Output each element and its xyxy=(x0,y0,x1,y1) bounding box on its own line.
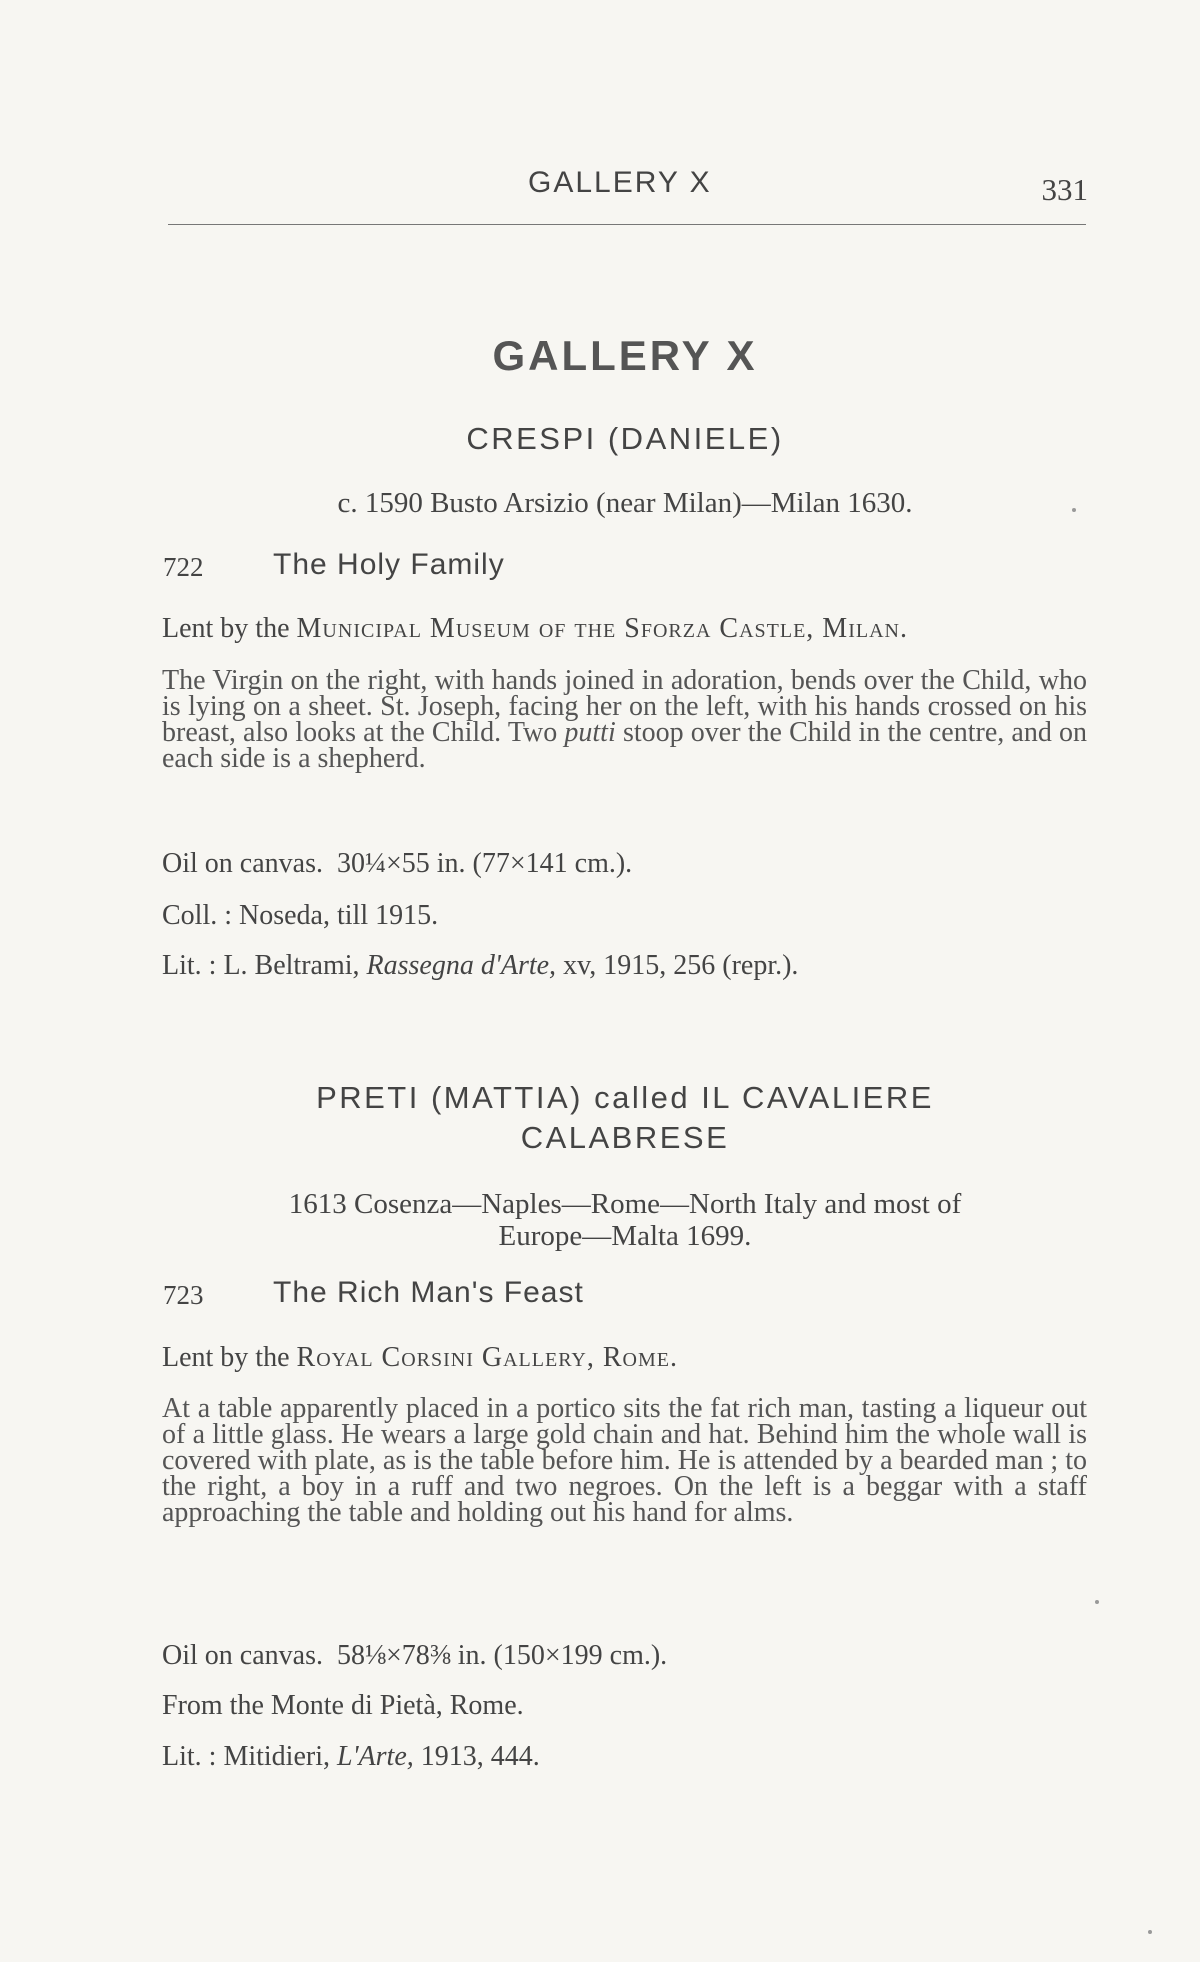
entry-723-medium xyxy=(162,1640,1087,1672)
artist-heading-preti-line2: CALABRESE xyxy=(520,1120,730,1155)
lit-suffix: 1913, 444. xyxy=(420,1741,540,1772)
medium: Oil on canvas. xyxy=(162,848,323,879)
dimensions: 30¼×55 in. (77×141 cm.). xyxy=(336,848,633,879)
artist-dates-crespi: c. 1590 Busto Arsizio (near Milan)—Milan 1630. xyxy=(337,487,913,519)
lit-prefix: Lit. : Mitidieri, xyxy=(162,1741,330,1772)
running-head-title: GALLERY X xyxy=(528,166,712,199)
artist-heading-crespi: CRESPI (DANIELE) xyxy=(466,421,784,456)
lender-name: Municipal Museum of the Sforza Castle, Milan. xyxy=(296,613,908,644)
description-text-cont: stoop over the Child in the centre, and on each side is a shepherd. xyxy=(162,717,1088,774)
dimensions: 58⅛×78⅜ in. (150×199 cm.). xyxy=(336,1640,668,1671)
page-number: 331 xyxy=(1041,172,1088,207)
entry-722-collection: Coll. : Noseda, till 1915. xyxy=(162,900,439,931)
entry-723-provenance: From the Monte di Pietà, Rome. xyxy=(162,1690,524,1721)
lit-prefix: Lit. : L. Beltrami, xyxy=(162,950,360,981)
entry-723-description: At a table apparently placed in a portico sits the fat rich man, tasting a liqueur out of a little glass. He wears a large gold chain and hat. Behind him the whole wall is covered with plate, as is the table before him. He is attended by a bearded man ; to the right, a boy in a ruff and two negroes. On the left is a beggar with a staff approaching the table and holding out his hand for alms. xyxy=(162,1393,1087,1528)
paper-speck xyxy=(1072,508,1076,512)
entry-722-medium xyxy=(162,848,1087,880)
lit-italic: L'Arte, xyxy=(337,1741,414,1772)
entry-723-literature xyxy=(162,1741,1087,1773)
entry-title: The Holy Family xyxy=(273,548,505,581)
medium: Oil on canvas. xyxy=(162,1640,323,1671)
running-head xyxy=(168,162,1088,212)
paper-speck xyxy=(1148,1930,1152,1934)
lent-prefix: Lent by the xyxy=(162,1342,290,1373)
gallery-title: GALLERY X xyxy=(492,332,758,379)
artist-dates-preti-line2: Europe—Malta 1699. xyxy=(498,1220,752,1252)
entry-title: The Rich Man's Feast xyxy=(273,1276,584,1309)
entry-number: 723 xyxy=(163,1280,204,1310)
entry-722-literature xyxy=(162,950,1087,982)
paper-speck xyxy=(1095,1600,1099,1604)
lit-suffix: xv, 1915, 256 (repr.). xyxy=(563,950,799,981)
lent-prefix: Lent by the xyxy=(162,613,290,644)
lender-name: Royal Corsini Gallery, Rome. xyxy=(296,1342,678,1373)
artist-heading-preti-line1: PRETI (MATTIA) called IL CAVALIERE xyxy=(316,1080,934,1115)
entry-722-description xyxy=(162,665,1088,774)
lit-italic: Rassegna d'Arte, xyxy=(366,950,557,981)
description-italic: putti xyxy=(564,717,616,748)
artist-dates-preti-line1: 1613 Cosenza—Naples—Rome—North Italy and most of xyxy=(288,1188,962,1220)
entry-723-lender xyxy=(162,1342,1087,1374)
header-rule xyxy=(168,224,1086,225)
entry-number: 722 xyxy=(163,552,204,582)
entry-722-lender xyxy=(162,613,1087,645)
description-text: The Virgin on the right, with hands joined in adoration, bends over the Child, who is lying on a sheet. St. Joseph, facing her on the left, with his hands crossed on his breast, also looks at the Child. Two xyxy=(162,665,1087,748)
